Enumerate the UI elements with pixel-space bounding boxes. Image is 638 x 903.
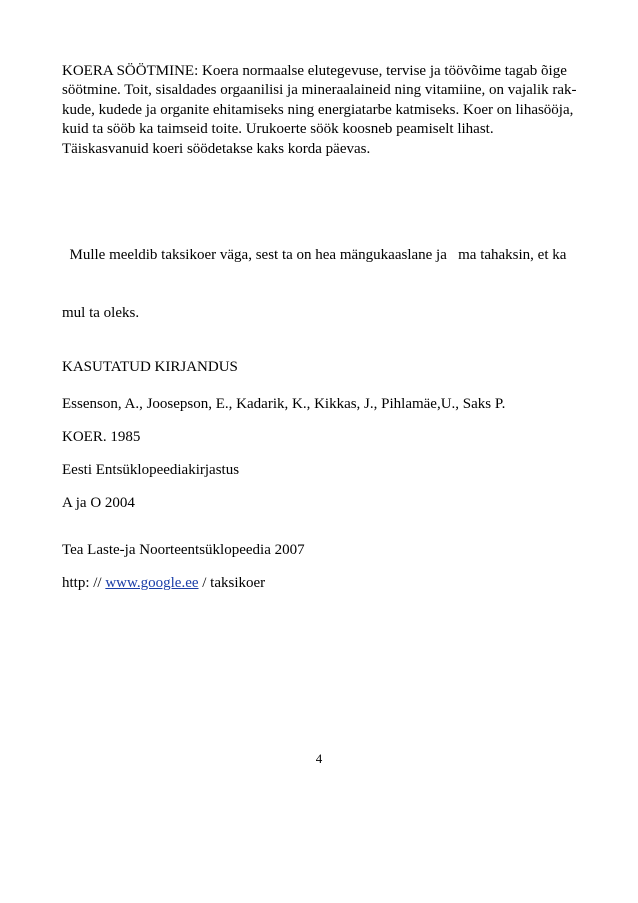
feeding-line-3: kude, kudede ja organite ehitamiseks ning energiatarbe katmiseks. Koer on lihasööja,	[62, 101, 574, 118]
feeding-line-4: kuid ta sööb ka taimseid toite. Urukoerte söök koosneb peamiselt lihast.	[62, 121, 494, 138]
page-number: 4	[315, 751, 323, 766]
bibliography-entry-url	[62, 574, 265, 593]
bibliography-entry-publisher: Eesti Entsüklopeediakirjastus	[62, 462, 240, 478]
opinion-line-1: Mulle meeldib taksikoer väga, sest ta on hea mängukaaslane ja ma tahaksin, et ka	[62, 246, 567, 263]
feeding-line-2: söötmine. Toit, sisaldades orgaanilisi ja mineraalaineid ning vitamiine, on vajalik rak-	[62, 82, 577, 99]
url-prefix: http: //	[62, 575, 106, 591]
bibliography-entry-encyclopedia: Tea Laste-ja Noorteentsüklopeedia 2007	[62, 542, 305, 558]
url-suffix: / taksikoer	[198, 575, 266, 591]
bibliography-entry-authors: Essenson, A., Joosepson, E., Kadarik, K., Kikkas, J., Pihlamäe,U., Saks P.	[62, 396, 506, 412]
bibliography-entry-title: KOER. 1985	[62, 429, 141, 445]
bibliography-entry-ajao: A ja O 2004	[62, 495, 135, 511]
opinion-paragraph	[62, 207, 582, 362]
google-link[interactable]: www.google.ee	[105, 575, 199, 591]
feeding-line-5: Täiskasvanuid koeri söödetakse kaks korda päevas.	[62, 140, 371, 157]
feeding-line-1: KOERA SÖÖTMINE: Koera normaalse elutegevuse, tervise ja töövõime tagab õige	[62, 63, 567, 79]
bibliography-heading: KASUTATUD KIRJANDUS	[62, 359, 238, 375]
opinion-line-2: mul ta oleks.	[62, 305, 140, 322]
feeding-paragraph	[62, 62, 582, 159]
